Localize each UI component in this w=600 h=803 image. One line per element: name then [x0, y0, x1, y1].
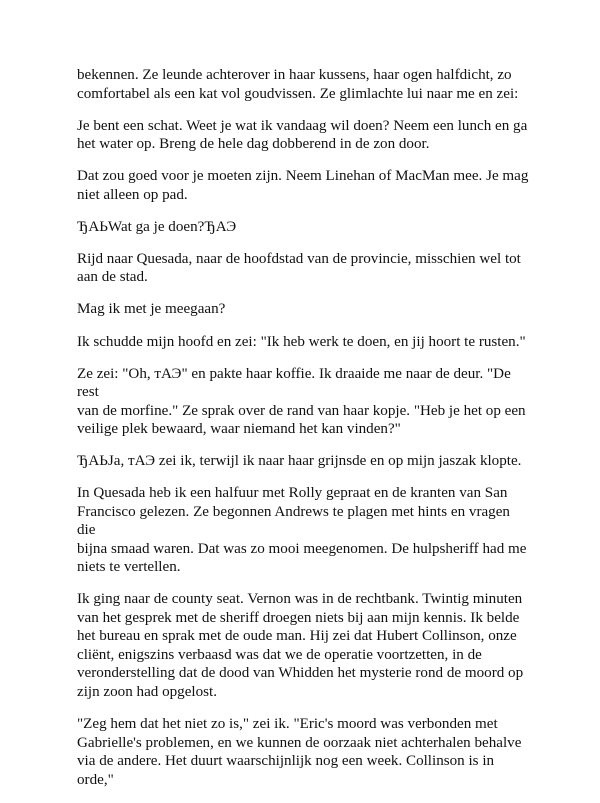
paragraph-7: Ik schudde mijn hoofd en zei: "Ik heb werk te doen, en jij hoort te rusten."	[77, 333, 526, 350]
paragraph-1: bekennen. Ze leunde achterover in haar kussens, haar ogen halfdicht, zo comfortabel als een kat vol goudvissen. Ze glimlachte lui naar me en zei:	[77, 67, 519, 102]
paragraph-6: Mag ik met je meegaan?	[77, 301, 226, 318]
paragraph-8: Ze zei: "Oh, тАЭ" en pakte haar koffie. Ik draaide me naar de deur. "De rest van de morfine." Ze sprak over de rand van haar kopje. "Heb je het op een veilige plek bewaard, waar niemand het kan vinden?"	[77, 365, 526, 438]
paragraph-9: ЂАЬJa, тАЭ zei ik, terwijl ik naar haar grijnsde en op mijn jaszak klopte.	[77, 453, 522, 470]
paragraph-3: Dat zou goed voor je moeten zijn. Neem Linehan of MacMan mee. Je mag niet alleen op pad.	[77, 168, 529, 203]
body-text	[77, 66, 532, 803]
paragraph-11: Ik ging naar de county seat. Vernon was in de rechtbank. Twintig minuten van het gesprek met de sheriff droegen niets bij aan mijn kennis. Ik belde het bureau en sprak met de oude man. Hij zei dat Hubert Collinson, onze cliënt, enigszins verbaasd was dat we de operatie voortzetten, in de veronderstelling dat de dood van Whidden het mysterie rond de moord op zijn zoon had opgelost.	[77, 591, 524, 700]
paragraph-5: Rijd naar Quesada, naar de hoofdstad van de provincie, misschien wel tot aan de stad.	[77, 250, 521, 286]
paragraph-4: ЂАЬWat ga je doen?ЂАЭ	[77, 218, 237, 235]
paragraph-10: In Quesada heb ik een halfuur met Rolly gepraat en de kranten van San Francisco gelezen. Ze begonnen Andrews te plagen met hints en vragen die bijna smaad waren. Dat was zo mooi meegenomen. De hulpsheriff had me niets te vertellen.	[77, 485, 527, 576]
paragraph-2: Je bent een schat. Weet je wat ik vandaag wil doen? Neem een lunch en ga het water op. Breng de hele dag dobberend in de zon door.	[77, 117, 528, 153]
paragraph-12: "Zeg hem dat het niet zo is," zei ik. "Eric's moord was verbonden met Gabrielle's problemen, en we kunnen de oorzaak niet achterhalen behalve via de andere. Het duurt waarschijnlijk nog een week. Collinson is in orde,"	[77, 716, 522, 788]
